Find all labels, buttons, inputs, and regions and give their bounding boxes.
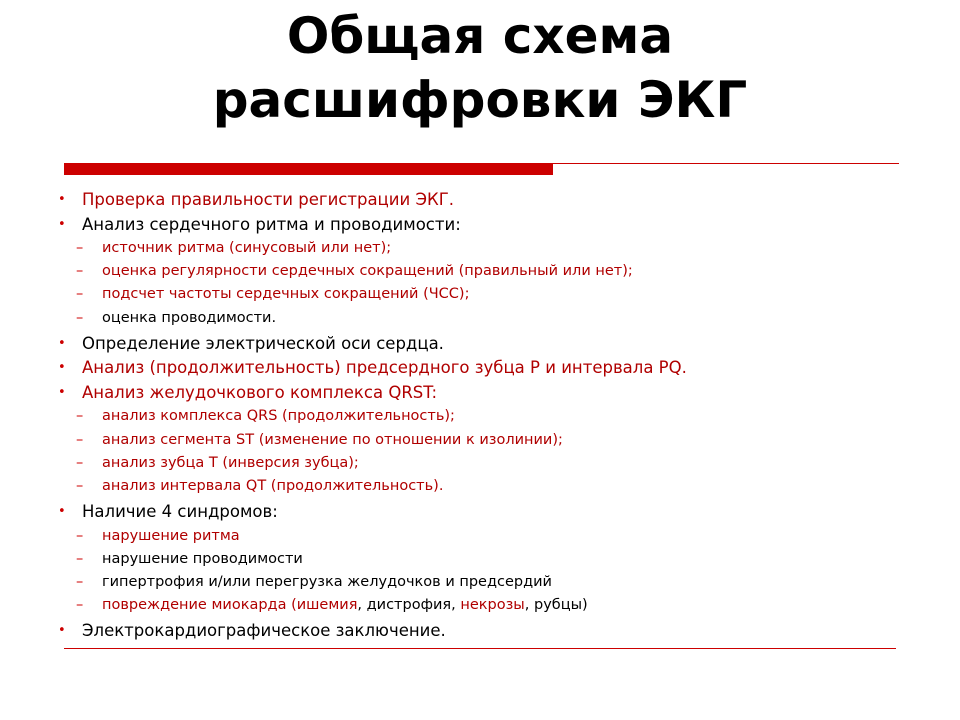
- sub-item-text: анализ зубца Т (инверсия зубца);: [102, 454, 359, 471]
- sub-item-rhythm-source: [56, 237, 936, 260]
- list-item-qrst-analysis: [56, 381, 936, 406]
- dash-icon: –: [76, 309, 84, 326]
- title-underline-thin: [553, 163, 899, 164]
- dash-icon: –: [76, 286, 84, 303]
- dash-icon: –: [76, 550, 84, 567]
- list-item-rhythm-analysis: [56, 213, 936, 238]
- dash-icon: –: [76, 574, 84, 591]
- sub-item-conduction: [56, 307, 936, 330]
- list-item-ecg-conclusion: [56, 619, 936, 644]
- sub-item-hypertrophy: [56, 571, 936, 594]
- sub-item-text-part: , рубцы): [524, 597, 588, 614]
- bullet-icon: •: [58, 623, 66, 639]
- bottom-divider: [64, 648, 896, 649]
- list-item-text: Проверка правильности регистрации ЭКГ.: [82, 190, 455, 209]
- sub-item-text: анализ комплекса QRS (продолжительность);: [102, 408, 455, 425]
- list-item-text: Анализ желудочкового комплекса QRST:: [82, 382, 438, 402]
- sub-item-qrs: [56, 405, 936, 428]
- sub-item-text: нарушение ритма: [102, 527, 240, 544]
- sub-item-text: анализ сегмента ST (изменение по отношении к изолинии);: [102, 431, 563, 448]
- title-underline-thick: [64, 163, 553, 175]
- list-item-four-syndromes: [56, 500, 936, 525]
- sub-item-text: оценка регулярности сердечных сокращений (правильный или нет);: [102, 263, 633, 280]
- slide-title: [0, 4, 960, 132]
- dash-icon: –: [76, 597, 84, 614]
- bullet-icon: •: [58, 335, 66, 351]
- sub-item-myocardial-damage: [56, 594, 936, 617]
- sub-item-text: источник ритма (синусовый или нет);: [102, 240, 392, 256]
- bullet-icon: •: [58, 504, 66, 520]
- bullet-icon: •: [58, 192, 66, 207]
- ecg-scheme-list: [56, 188, 936, 644]
- sub-item-text: анализ интервала QT (продолжительность).: [102, 477, 444, 494]
- list-item-p-wave-pq: [56, 356, 936, 381]
- list-item-text: Анализ (продолжительность) предсердного зубца Р и интервала PQ.: [82, 358, 687, 378]
- dash-icon: –: [76, 408, 84, 425]
- sub-item-text-part: , дистрофия,: [357, 597, 461, 614]
- dash-icon: –: [76, 240, 84, 256]
- list-item-text: Определение электрической оси сердца.: [82, 333, 444, 353]
- dash-icon: –: [76, 477, 84, 494]
- sub-item-conduction-disorder: [56, 548, 936, 571]
- sub-item-regularity: [56, 260, 936, 283]
- sub-item-heart-rate: [56, 283, 936, 306]
- sub-item-text: гипертрофия и/или перегрузка желудочков и предсердий: [102, 574, 552, 591]
- dash-icon: –: [76, 431, 84, 448]
- sub-item-text: подсчет частоты сердечных сокращений (ЧСС);: [102, 286, 470, 303]
- sub-item-text-part: некрозы: [460, 597, 525, 614]
- title-line-2: расшифровки ЭКГ: [212, 71, 748, 129]
- dash-icon: –: [76, 454, 84, 471]
- bullet-icon: •: [58, 360, 66, 376]
- sub-item-qt-interval: [56, 475, 936, 498]
- sub-item-st-segment: [56, 429, 936, 452]
- list-item-electrical-axis: [56, 332, 936, 357]
- list-item-text: Наличие 4 синдромов:: [82, 502, 278, 522]
- dash-icon: –: [76, 527, 84, 544]
- list-item-text: Анализ сердечного ритма и проводимости:: [82, 214, 461, 234]
- sub-item-text: оценка проводимости.: [102, 309, 277, 326]
- list-item-registration-check: [56, 188, 936, 213]
- bullet-icon: •: [58, 384, 66, 400]
- sub-item-text-part: повреждение миокарда (ишемия: [102, 597, 358, 614]
- sub-item-t-wave: [56, 452, 936, 475]
- sub-item-text: нарушение проводимости: [102, 550, 303, 567]
- list-item-text: Электрокардиографическое заключение.: [82, 621, 446, 641]
- sub-item-rhythm-disorder: [56, 525, 936, 548]
- dash-icon: –: [76, 263, 84, 280]
- title-line-1: Общая схема: [286, 7, 674, 65]
- bullet-icon: •: [58, 216, 66, 232]
